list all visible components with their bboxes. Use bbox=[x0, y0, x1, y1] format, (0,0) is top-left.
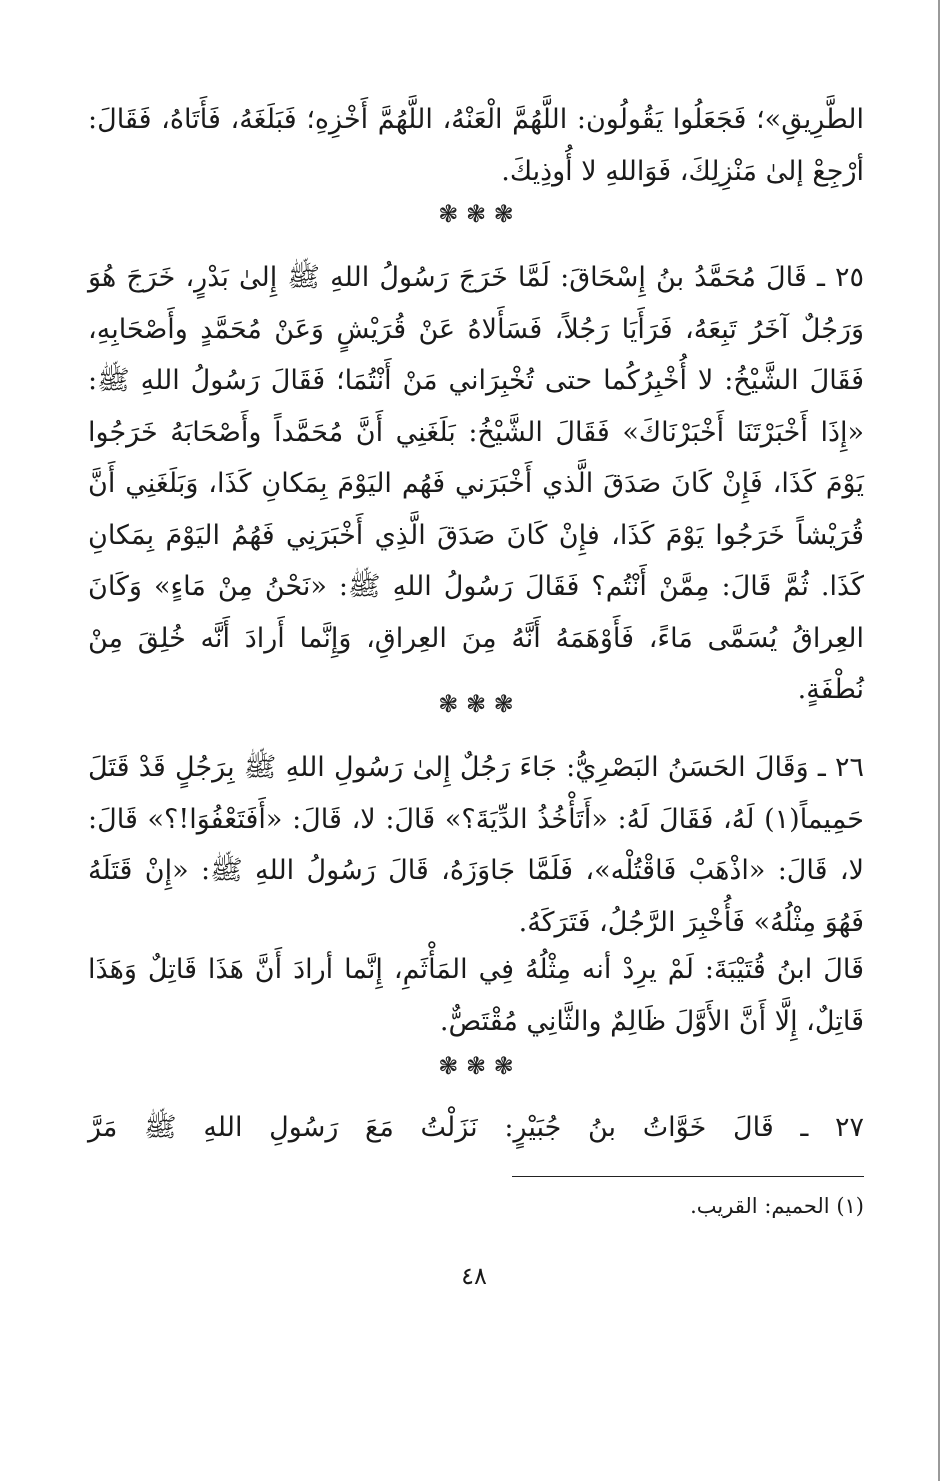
paragraph-ibn-qutaybah: قَالَ ابنُ قُتَيْبَةَ: لَمْ يرِدْ أنه مِثْلُهُ فِي المَأْثَمِ، إِنَّما أرادَ أَنَّ هَذَا قَاتِلٌ وَهَذَا قَاتِلٌ، إِلَّا أَنَّ الأَوَّلَ ظَالِمٌ والثَّانِي مُقْتَصٌّ. bbox=[88, 954, 865, 1037]
page-edge-line bbox=[938, 0, 940, 1481]
footnote: (١) الحميم: القريب. bbox=[690, 1194, 864, 1218]
footnote-divider bbox=[512, 1176, 864, 1177]
paragraph-26-block bbox=[88, 742, 864, 948]
section-separator-1 bbox=[88, 200, 864, 228]
paragraph-27: ٢٧ ـ قَالَ خَوَّاتُ بنُ جُبَيْرٍ: نَزَلْتُ مَعَ رَسُولِ اللهِ ﷺ مَرَّ bbox=[88, 1112, 864, 1143]
paragraph-25-block bbox=[88, 252, 864, 716]
separator-ornament: ❃ ❃ ❃ bbox=[438, 690, 514, 718]
section-separator-2 bbox=[88, 690, 864, 718]
paragraph-27-block bbox=[88, 1102, 864, 1154]
section-separator-3 bbox=[88, 1052, 864, 1080]
separator-ornament: ❃ ❃ ❃ bbox=[438, 200, 514, 228]
separator-ornament: ❃ ❃ ❃ bbox=[438, 1052, 514, 1080]
paragraph-25: ٢٥ ـ قَالَ مُحَمَّدُ بنُ إِسْحَاقَ: لَمَّا خَرَجَ رَسُولُ اللهِ ﷺ إِلىٰ بَدْرٍ، خَرَجَ هُوَ وَرَجُلٌ آخَرُ تَبِعَهُ، فَرَأَيَا رَجُلاً، فَسَأَلاهُ عَنْ قُرَيْشٍ وَعَنْ مُحَمَّدٍ وأَصْحَابِهِ، فَقَالَ الشَّيْخُ: لا أُخْبِرُكُما حتى تُخْبِرَاني مَنْ أَنْتُمَا؛ فَقَالَ رَسُولُ اللهِ ﷺ: «إِذَا أَخْبَرْتَنَا أَخْبَرْنَاكَ» فَقَالَ الشَّيْخُ: بَلَغَنِي أَنَّ مُحَمَّداً وأَصْحَابَهُ خَرَجُوا يَوْمَ كَذَا، فَإِنْ كَانَ صَدَقَ الَّذي أَخْبَرَني فَهُم اليَوْمَ بِمَكانِ كَذَا، وَبَلَغَنِي أَنَّ قُرَيْشاً خَرَجُوا يَوْمَ كَذَا، فإِنْ كَانَ صَدَقَ الَّذِي أَخْبَرَنِي فَهُمُ اليَوْمَ بِمَكانِ كَذَا. ثُمَّ قَالَ: مِمَّنْ أَنْتُم؟ فَقَالَ رَسُولُ اللهِ ﷺ: «نَحْنُ مِنْ مَاءٍ» وَكَانَ العِراقُ يُسَمَّى مَاءً، فَأَوْهَمَهُ أَنَّهُ مِنَ العِراقِ، وَإِنَّما أَرادَ أَنَّه خُلِقَ مِنْ نُطْفَةٍ. bbox=[88, 262, 865, 705]
paragraph-1-block bbox=[88, 94, 864, 197]
paragraph-continuation: الطَّرِيقِ»؛ فَجَعَلُوا يَقُولُون: اللَّهُمَّ الْعَنْهُ، اللَّهُمَّ أَخْزِهِ؛ فَبَلَغَهُ، فَأَتَاهُ، فَقَالَ: أرْجِعْ إلىٰ مَنْزِلِكَ، فَوَاللهِ لا أُوذِيكَ. bbox=[88, 104, 864, 187]
paragraph-26: ٢٦ ـ وَقَالَ الحَسَنُ البَصْرِيُّ: جَاءَ رَجُلٌ إِلىٰ رَسُولِ اللهِ ﷺ بِرَجُلٍ قَدْ قَتَلَ حَمِيماً(١) لَهُ، فَقَالَ لَهُ: «أَتَأْخُذُ الدِّيَةَ؟» قَالَ: لا، قَالَ: «أَفَتَعْفُوَا!؟» قَالَ: لا، قَالَ: «اذْهَبْ فَاقْتُلْه»، فَلَمَّا جَاوَزَهُ، قَالَ رَسُولُ اللهِ ﷺ: «إِنْ قَتَلَهُ فَهُوَ مِثْلُهُ» فَأُخْبِرَ الرَّجُلُ، فَتَرَكَهُ. bbox=[88, 752, 864, 938]
page-number: ٤٨ bbox=[461, 1262, 487, 1290]
paragraph-commentary-block bbox=[88, 944, 864, 1047]
